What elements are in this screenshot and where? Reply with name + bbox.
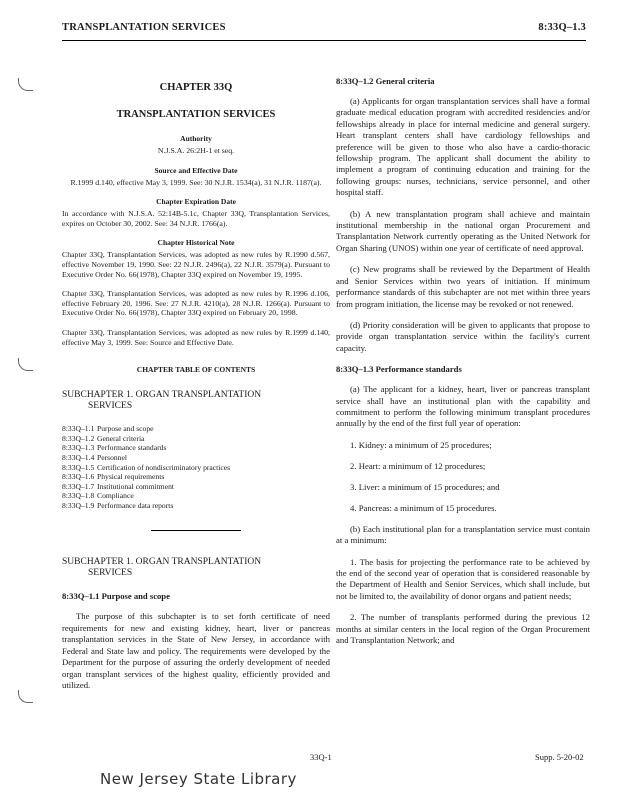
header-section: 8:33Q–1.3 <box>538 22 586 33</box>
section-1-1-body: The purpose of this subchapter is to set forth certificate of need requirements for new and existing kidney, heart, liver or pancreas transplantation services in the State of New Jersey, in accordance with Federal and State law and policy. The requirements were developed by the Department for the purpose of assuring the orderly development of needed organ transplant services of the highest quality, efficiently provided and utilized. <box>62 611 330 690</box>
toc-subchapter-heading <box>62 390 330 412</box>
history-note: Chapter 33Q, Transplantation Services, was adopted as new rules by R.1990 d.567, effective November 19, 1990. See: 22 N.J.R. 2496(a), 22 N.J.R. 3579(a). Pursuant to Executive Order No. 66(1978), Chapter 33Q expired on November 19, 1995. <box>62 250 330 279</box>
toc-item-title: General criteria <box>97 433 145 443</box>
toc-item <box>62 501 330 511</box>
subchapter-heading <box>62 557 330 579</box>
toc-subchapter-line-1: SUBCHAPTER 1. ORGAN TRANSPLANTATION <box>62 390 262 401</box>
toc-item-title: Compliance <box>97 491 134 501</box>
expiration-heading: Chapter Expiration Date <box>156 197 236 207</box>
left-column <box>62 76 330 701</box>
authority-heading: Authority <box>180 134 212 143</box>
source-text: R.1999 d.140, effective May 3, 1999. See: 30 N.J.R. 1534(a), 31 N.J.R. 1187(a). <box>70 177 322 187</box>
history-heading: Chapter Historical Note <box>157 238 235 248</box>
header-title: TRANSPLANTATION SERVICES <box>62 22 226 33</box>
list-item: 2. Heart: a minimum of 12 procedures; <box>350 460 486 471</box>
list-item: 3. Liver: a minimum of 15 procedures; and <box>350 481 500 492</box>
paragraph: (a) The applicant for a kidney, heart, liver or pancreas transplant service shall have an institutional plan with the capability and commitment to perform the following minimum transplant procedures annually by the end of the first full year of operation: <box>336 384 590 429</box>
toc-item-number: 8:33Q–1.9 <box>62 500 95 510</box>
expiration-text: In accordance with N.J.S.A. 52:14B-5.1c, Chapter 33Q, Transplantation Services, expires on October 30, 2002. See: 34 N.J.R. 1766(a). <box>62 209 330 228</box>
toc-item <box>62 491 330 501</box>
toc-item-number: 8:33Q–1.2 <box>62 433 95 443</box>
toc-item-title: Purpose and scope <box>97 424 154 434</box>
toc-item-title: Physical requirements <box>97 472 165 482</box>
toc-item <box>62 463 330 473</box>
section-heading-1-2: 8:33Q–1.2 General criteria <box>336 76 435 86</box>
source-heading: Source and Effective Date <box>154 165 238 175</box>
section-heading-1-1: 8:33Q–1.1 Purpose and scope <box>62 591 170 602</box>
toc-item-title: Institutional commitment <box>97 481 174 491</box>
paragraph: (b) A new transplantation program shall achieve and maintain institutional membership in the national organ Procurement and Transplantation Network currently operating as the United Network for Organ Sharing (UNOS) within one year of certificate of need approval. <box>336 208 590 253</box>
toc-item-number: 8:33Q–1.6 <box>62 472 95 482</box>
paragraph: (c) New programs shall be reviewed by the Department of Health and Senior Services within two years of initiation. If minimum performance standards of this subchapter are not met within three years from program initiation, the license may be revoked or not renewed. <box>336 264 590 309</box>
toc-item-number: 8:33Q–1.1 <box>62 424 95 434</box>
chapter-number: CHAPTER 33Q <box>159 82 233 93</box>
toc-item-title: Performance data reports <box>97 500 174 510</box>
toc-list <box>62 424 330 510</box>
paragraph: 1. The basis for projecting the performance rate to be achieved by the end of the second year of operation that is considered reasonable by the Department of Health and Senior Services, which shall include, but not be limited to, the availability of donor organs and patient needs; <box>336 556 590 601</box>
binder-mark <box>18 690 33 703</box>
history-note: Chapter 33Q, Transplantation Services, was adopted as new rules by R.1996 d.106, effective February 20, 1996. See: 27 N.J.R. 4210(a), 28 N.J.R. 1266(a). Pursuant to Executive Order No. 66(1978), Chapter 33Q expired on February 20, 1998. <box>62 289 330 318</box>
authority-text: N.J.S.A. 26:2H-1 et seq. <box>157 146 235 155</box>
toc-item <box>62 472 330 482</box>
history-note: Chapter 33Q, Transplantation Services, was adopted as new rules by R.1999 d.140, effective May 3, 1999. See: Source and Effective Date. <box>62 327 330 347</box>
subchapter-line-1: SUBCHAPTER 1. ORGAN TRANSPLANTATION <box>62 557 262 568</box>
toc-item-number: 8:33Q–1.4 <box>62 452 95 462</box>
paragraph: (d) Priority consideration will be given to applicants that propose to provide organ transplantation service within the facility's current capacity. <box>336 319 590 353</box>
binder-mark <box>18 358 33 371</box>
toc-item <box>62 424 330 434</box>
toc-heading: CHAPTER TABLE OF CONTENTS <box>136 365 256 375</box>
paragraph: 2. The number of transplants performed during the previous 12 months at similar centers in the local region of the Organ Procurement and Transplantation Network; and <box>336 612 590 645</box>
binder-mark <box>18 78 33 91</box>
toc-item <box>62 482 330 492</box>
divider <box>151 530 241 531</box>
toc-item-title: Performance standards <box>97 443 167 453</box>
list-item: 4. Pancreas: a minimum of 15 procedures. <box>350 502 497 513</box>
subchapter-line-2: SERVICES <box>88 568 133 579</box>
toc-item-title: Certification of nondiscriminatory practices <box>97 462 231 472</box>
toc-item-title: Personnel <box>97 452 127 462</box>
section-heading-1-3: 8:33Q–1.3 Performance standards <box>336 364 462 375</box>
paragraph: (a) Applicants for organ transplantation services shall have a formal graduate medical education program with accredited residencies and/or fellowships already in place for internal medicine and general surgery. Heart transplant centers shall have cardiology fellowships and preference will be given to those who also have a cardio-thoracic fellowship program. The applicant shall document the ability to implement a program of continuing education and training for the following groups: nurses, technicians, service personnel, and other hospital staff. <box>336 96 590 198</box>
toc-item-number: 8:33Q–1.8 <box>62 491 95 501</box>
library-stamp: New Jersey State Library <box>100 770 297 788</box>
supplement-date: Supp. 5-20-02 <box>535 752 584 762</box>
toc-item <box>62 443 330 453</box>
toc-item <box>62 453 330 463</box>
toc-item <box>62 434 330 444</box>
chapter-title: TRANSPLANTATION SERVICES <box>116 109 276 120</box>
right-column <box>336 76 590 656</box>
running-header <box>62 22 586 41</box>
toc-item-number: 8:33Q–1.3 <box>62 443 95 453</box>
paragraph: (b) Each institutional plan for a transplantation service must contain at a minimum: <box>336 523 590 546</box>
list-item: 1. Kidney: a minimum of 25 procedures; <box>350 439 492 450</box>
toc-item-number: 8:33Q–1.5 <box>62 462 95 472</box>
page-number: 33Q-1 <box>310 752 332 762</box>
toc-subchapter-line-2: SERVICES <box>88 401 133 412</box>
toc-item-number: 8:33Q–1.7 <box>62 481 95 491</box>
